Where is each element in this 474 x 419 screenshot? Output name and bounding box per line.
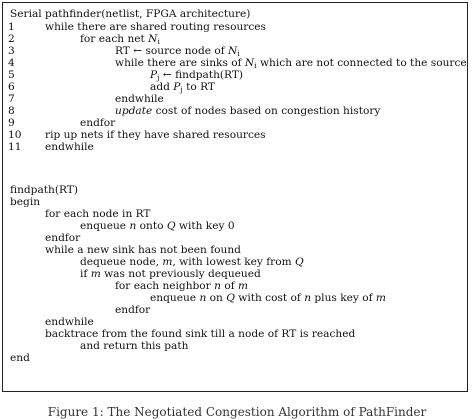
algo2-line-15: end bbox=[10, 352, 30, 364]
algo2-line-8: if m was not previously dequeued bbox=[80, 268, 261, 280]
line-text: while there are sinks of $N_i$ which are not connected to the source bbox=[115, 57, 467, 70]
algo2-line-1: findpath(RT) bbox=[10, 184, 78, 196]
line-number: 7 bbox=[8, 93, 15, 105]
line-text: $P_j$ ← findpath(RT) bbox=[150, 69, 244, 82]
algo2-line-3: for each node in RT bbox=[45, 208, 151, 220]
algo2-line-4: enqueue n onto Q with key 0 bbox=[80, 220, 235, 232]
line-text: add $P_j$ to RT bbox=[150, 81, 215, 94]
algo2-line-14: and return this path bbox=[80, 340, 189, 352]
line-number: 6 bbox=[8, 81, 15, 93]
line-number: 10 bbox=[8, 129, 22, 141]
line-number: 2 bbox=[8, 33, 15, 45]
line-number: 5 bbox=[8, 69, 15, 81]
algo2-line-12: endwhile bbox=[45, 316, 94, 328]
line-text: RT ← source node of $N_i$ bbox=[115, 45, 240, 58]
algo2-line-11: endfor bbox=[115, 304, 151, 316]
algo2-line-7: dequeue node, m, with lowest key from Q bbox=[80, 256, 304, 268]
algo2-line-2: begin bbox=[10, 196, 41, 208]
line-text: while there are shared routing resources bbox=[45, 21, 266, 33]
line-number: 1 bbox=[8, 21, 15, 33]
algo2-line-13: backtrace from the found sink till a node of RT is reached bbox=[45, 328, 356, 340]
line-text: update cost of nodes based on congestion history bbox=[115, 105, 381, 117]
algo2-line-5: endfor bbox=[45, 232, 81, 244]
line-number: 4 bbox=[8, 57, 15, 69]
algo2-line-6: while a new sink has not been found bbox=[45, 244, 241, 256]
algo1-header: Serial pathfinder(netlist, FPGA architecture) bbox=[10, 8, 251, 20]
algo2-line-9: for each neighbor n of m bbox=[115, 280, 249, 292]
line-number: 8 bbox=[8, 105, 15, 117]
line-number: 11 bbox=[8, 141, 22, 153]
line-number: 9 bbox=[8, 117, 15, 129]
line-text: endwhile bbox=[115, 93, 164, 105]
figure-caption: Figure 1: The Negotiated Congestion Algorithm of PathFinder bbox=[47, 405, 427, 419]
line-text: for each net $N_i$ bbox=[80, 33, 160, 46]
algo2-line-10: enqueue n on Q with cost of n plus key of m bbox=[150, 292, 386, 304]
line-text: endfor bbox=[80, 117, 116, 129]
line-number: 3 bbox=[8, 45, 15, 57]
line-text: endwhile bbox=[45, 141, 94, 153]
line-text: rip up nets if they have shared resources bbox=[45, 129, 266, 141]
